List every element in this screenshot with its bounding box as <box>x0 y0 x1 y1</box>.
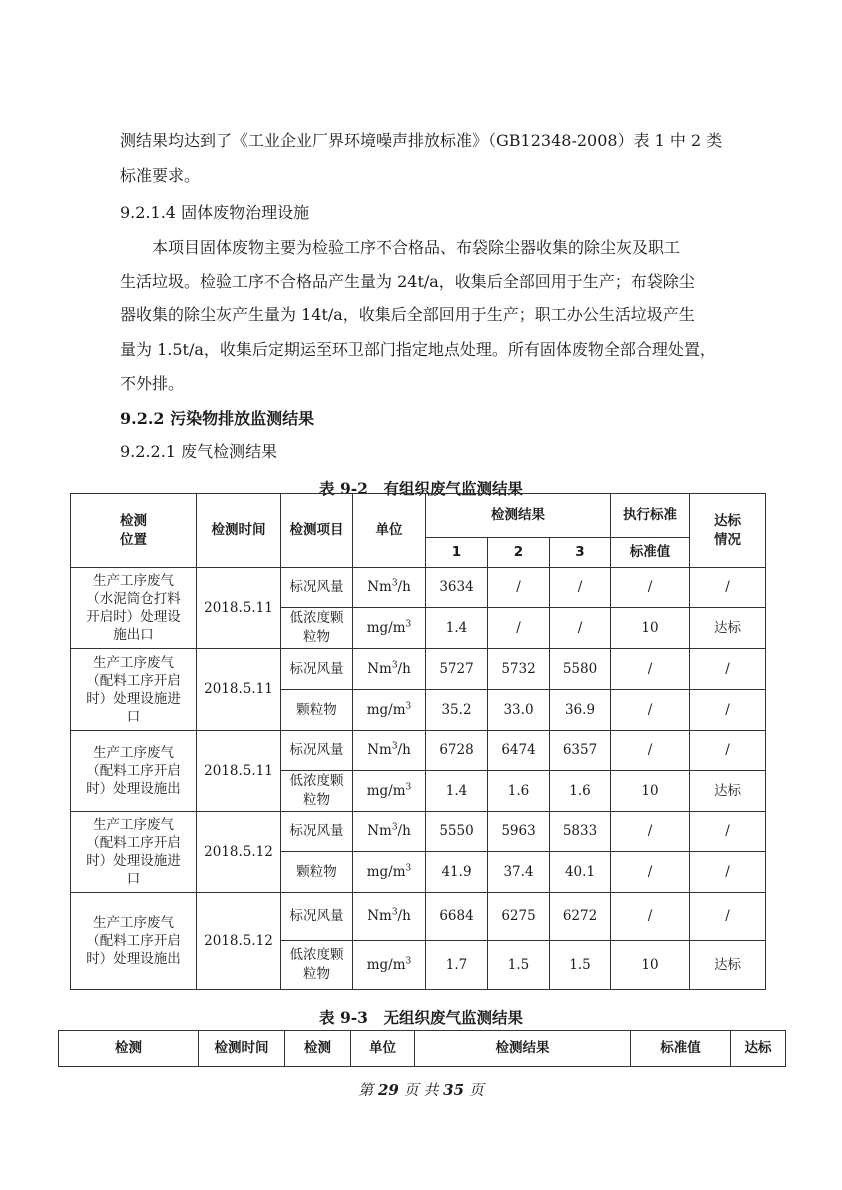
cell-value-3: 36.9 <box>550 690 611 731</box>
header-status: 达标 情况 <box>690 494 766 568</box>
cell-time: 2018.5.11 <box>197 731 281 812</box>
cell-standard: 10 <box>611 941 690 990</box>
header-unit: 单位 <box>353 494 426 568</box>
cell-value-3: / <box>550 568 611 608</box>
cell-item: 低浓度颗粒物 <box>281 771 353 812</box>
t3-header-results: 检测结果 <box>415 1031 631 1067</box>
t3-header-status: 达标 <box>731 1031 786 1067</box>
cell-status: / <box>690 893 766 941</box>
cell-location: 生产工序废气（配料工序开启时）处理设施出 <box>71 731 197 812</box>
paragraph-line: 测结果均达到了《工业企业厂界环境噪声排放标准》（GB12348-2008）表 1 中 2 类 <box>120 131 723 150</box>
paragraph-line: 本项目固体废物主要为检验工序不合格品、布袋除尘器收集的除尘灰及职工 <box>152 238 681 257</box>
cell-item: 颗粒物 <box>281 852 353 893</box>
cell-standard: / <box>611 731 690 771</box>
table-9-3-caption: 表 9-3 无组织废气监测结果 <box>319 1008 523 1027</box>
header-location: 检测 位置 <box>71 494 197 568</box>
cell-value-1: 6684 <box>426 893 488 941</box>
cell-unit: Nm$^3$/h <box>353 893 426 941</box>
cell-value-3: 1.5 <box>550 941 611 990</box>
t3-header-item: 检测 <box>285 1031 351 1067</box>
cell-value-2: 1.5 <box>488 941 550 990</box>
cell-time: 2018.5.12 <box>197 893 281 990</box>
cell-value-1: 6728 <box>426 731 488 771</box>
cell-value-3: 6272 <box>550 893 611 941</box>
header-r3: 3 <box>550 538 611 568</box>
cell-value-1: 1.4 <box>426 771 488 812</box>
cell-value-1: 5550 <box>426 812 488 852</box>
page-footer: 第 29 页 共 35 页 <box>358 1081 484 1099</box>
cell-value-2: 6275 <box>488 893 550 941</box>
cell-value-2: 5963 <box>488 812 550 852</box>
cell-value-2: 6474 <box>488 731 550 771</box>
cell-value-3: 6357 <box>550 731 611 771</box>
page-total: 35 <box>443 1081 465 1099</box>
cell-unit: $mg/m^3$ <box>353 941 426 990</box>
cell-item: 标况风量 <box>281 731 353 771</box>
header-r2: 2 <box>488 538 550 568</box>
cell-standard: / <box>611 649 690 690</box>
cell-value-1: 3634 <box>426 568 488 608</box>
cell-item: 低浓度颗粒物 <box>281 608 353 649</box>
cell-item: 标况风量 <box>281 812 353 852</box>
paragraph-line: 生活垃圾。检验工序不合格品产生量为 24t/a，收集后全部回用于生产；布袋除尘 <box>120 272 695 291</box>
paragraph-line: 标准要求。 <box>120 166 201 185</box>
cell-location: 生产工序废气（配料工序开启时）处理设施进口 <box>71 812 197 893</box>
paragraph-line: 不外排。 <box>120 374 185 393</box>
table-row <box>71 893 766 941</box>
cell-value-2: / <box>488 608 550 649</box>
cell-value-1: 35.2 <box>426 690 488 731</box>
cell-value-2: 1.6 <box>488 771 550 812</box>
cell-unit: $mg/m^3$ <box>353 690 426 731</box>
t3-header-location: 检测 <box>59 1031 199 1067</box>
cell-item: 标况风量 <box>281 568 353 608</box>
t3-header-time: 检测时间 <box>199 1031 285 1067</box>
cell-value-1: 41.9 <box>426 852 488 893</box>
cell-location: 生产工序废气（配料工序开启时）处理设施出 <box>71 893 197 990</box>
paragraph-line: 量为 1.5t/a，收集后定期运至环卫部门指定地点处理。所有固体废物全部合理处置， <box>120 340 716 359</box>
cell-location: 生产工序废气（配料工序开启时）处理设施进口 <box>71 649 197 731</box>
cell-value-2: 37.4 <box>488 852 550 893</box>
table-row <box>71 812 766 852</box>
cell-standard: / <box>611 812 690 852</box>
paragraph-line: 器收集的除尘灰产生量为 14t/a，收集后全部回用于生产；职工办公生活垃圾产生 <box>120 305 695 324</box>
cell-value-3: / <box>550 608 611 649</box>
table-row <box>71 568 766 608</box>
cell-item: 标况风量 <box>281 649 353 690</box>
cell-value-2: / <box>488 568 550 608</box>
cell-item: 颗粒物 <box>281 690 353 731</box>
header-item: 检测项目 <box>281 494 353 568</box>
cell-standard: / <box>611 893 690 941</box>
cell-unit: Nm$^3$/h <box>353 568 426 608</box>
cell-status: / <box>690 731 766 771</box>
section-heading-9214: 9.2.1.4 固体废物治理设施 <box>120 203 310 222</box>
cell-unit: $mg/m^3$ <box>353 771 426 812</box>
cell-standard: / <box>611 568 690 608</box>
cell-unit: $mg/m^3$ <box>353 608 426 649</box>
cell-value-2: 5732 <box>488 649 550 690</box>
header-time: 检测时间 <box>197 494 281 568</box>
table-9-3 <box>58 1030 786 1067</box>
cell-value-1: 1.7 <box>426 941 488 990</box>
table-9-2-body <box>71 568 766 990</box>
cell-status: 达标 <box>690 608 766 649</box>
cell-status: / <box>690 852 766 893</box>
page-number: 29 <box>377 1081 399 1099</box>
table-row <box>71 731 766 771</box>
header-r1: 1 <box>426 538 488 568</box>
header-standard-value: 标准值 <box>611 538 690 568</box>
cell-unit: Nm$^3$/h <box>353 731 426 771</box>
cell-standard: / <box>611 690 690 731</box>
cell-status: / <box>690 812 766 852</box>
cell-value-3: 1.6 <box>550 771 611 812</box>
table-9-2 <box>70 493 766 990</box>
cell-unit: Nm$^3$/h <box>353 649 426 690</box>
table-row <box>71 649 766 690</box>
cell-time: 2018.5.12 <box>197 812 281 893</box>
cell-unit: Nm$^3$/h <box>353 812 426 852</box>
cell-item: 标况风量 <box>281 893 353 941</box>
cell-item: 低浓度颗粒物 <box>281 941 353 990</box>
cell-standard: / <box>611 852 690 893</box>
header-standard: 执行标准 <box>611 494 690 538</box>
t3-header-unit: 单位 <box>351 1031 415 1067</box>
cell-value-3: 5833 <box>550 812 611 852</box>
section-heading-922: 9.2.2 污染物排放监测结果 <box>120 409 315 428</box>
cell-status: / <box>690 690 766 731</box>
cell-time: 2018.5.11 <box>197 649 281 731</box>
table-9-2-caption: 表 9-2 有组织废气监测结果 <box>319 479 523 498</box>
cell-standard: 10 <box>611 608 690 649</box>
cell-value-1: 5727 <box>426 649 488 690</box>
cell-value-3: 40.1 <box>550 852 611 893</box>
cell-status: / <box>690 568 766 608</box>
t3-header-standard: 标准值 <box>631 1031 731 1067</box>
cell-status: / <box>690 649 766 690</box>
cell-location: 生产工序废气（水泥筒仓打料开启时）处理设施出口 <box>71 568 197 649</box>
section-heading-9221: 9.2.2.1 废气检测结果 <box>120 442 278 461</box>
cell-value-3: 5580 <box>550 649 611 690</box>
cell-status: 达标 <box>690 771 766 812</box>
cell-standard: 10 <box>611 771 690 812</box>
cell-unit: $mg/m^3$ <box>353 852 426 893</box>
cell-time: 2018.5.11 <box>197 568 281 649</box>
header-results: 检测结果 <box>426 494 611 538</box>
cell-status: 达标 <box>690 941 766 990</box>
cell-value-1: 1.4 <box>426 608 488 649</box>
cell-value-2: 33.0 <box>488 690 550 731</box>
